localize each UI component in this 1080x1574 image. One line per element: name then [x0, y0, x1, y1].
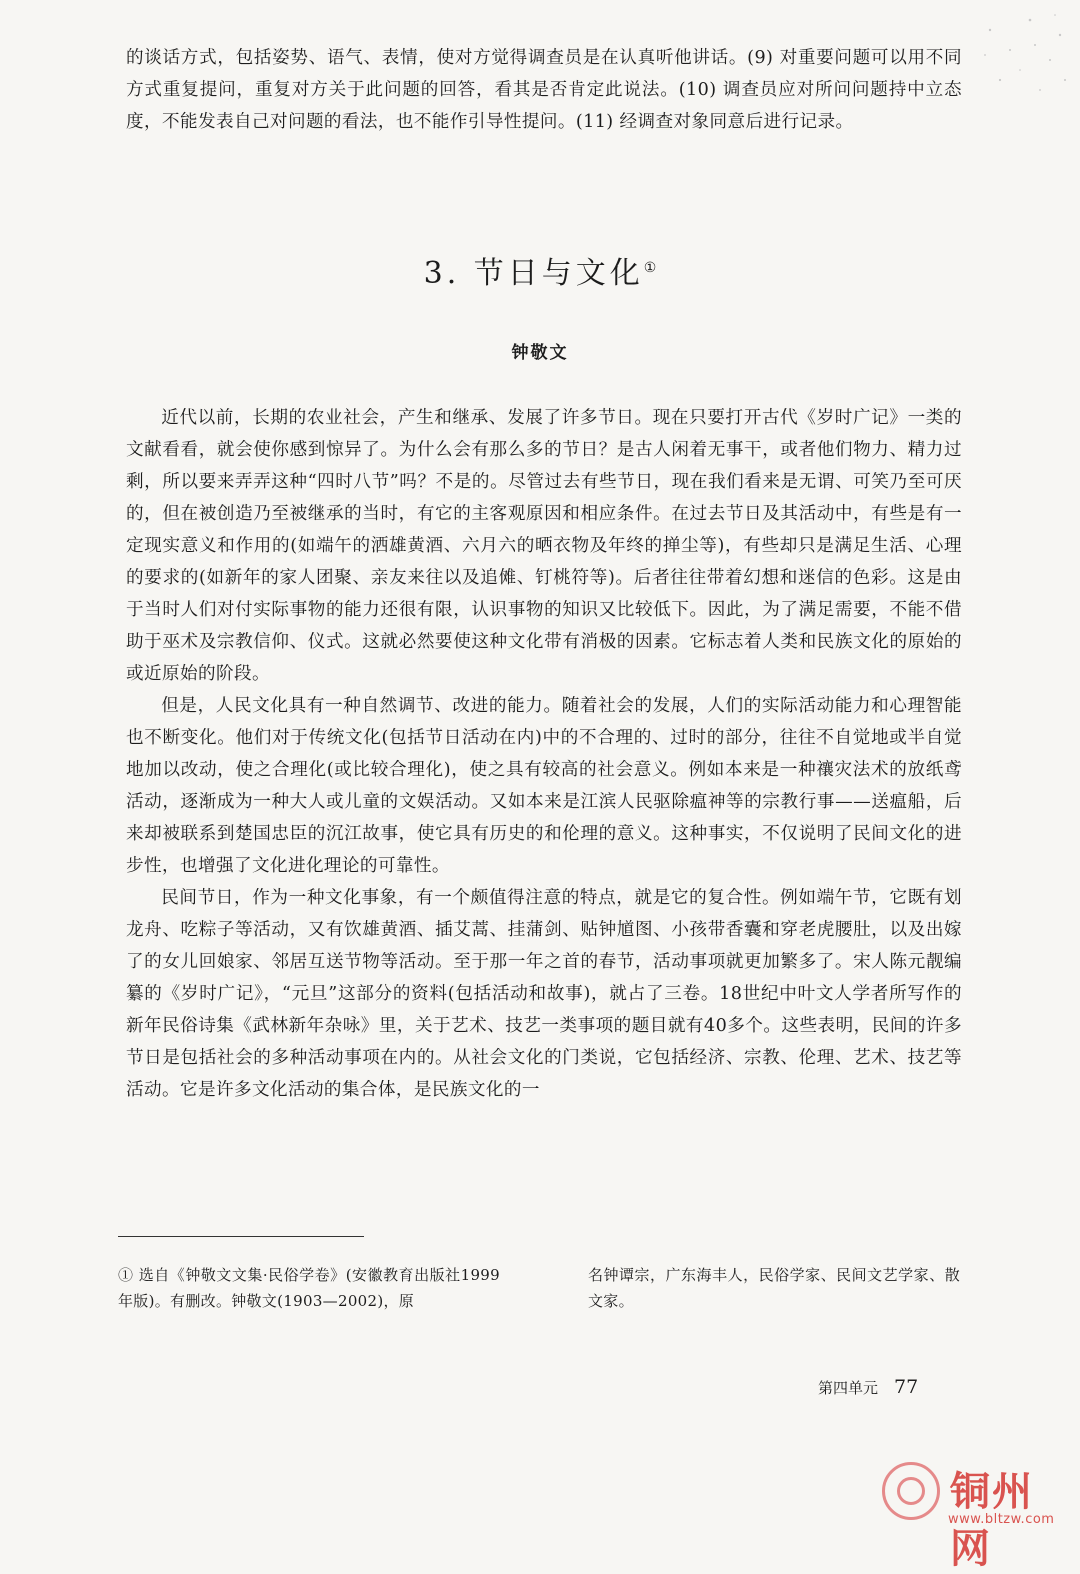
body-paragraph-1: 近代以前，长期的农业社会，产生和继承、发展了许多节日。现在只要打开古代《岁时广记》一类的文献看看，就会使你感到惊异了。为什么会有那么多的节日？是古人闲着无事干，或者他们物力、精力过剩，所以要来弄弄这种“四时八节”吗？不是的。尽管过去有些节日，现在我们看来是无谓、可笑乃至可厌的，但在被创造乃至被继承的当时，有它的主客观原因和相应条件。在过去节日及其活动中，有些是有一定现实意义和作用的(如端午的洒雄黄酒、六月六的晒衣物及年终的掸尘等)，有些却只是满足生活、心理的要求的(如新年的家人团聚、亲友来往以及追傩、钉桃符等)。后者往往带着幻想和迷信的色彩。这是由于当时人们对付实际事物的能力还很有限，认识事物的知识又比较低下。因此，为了满足需要，不能不借助于巫术及宗教信仰、仪式。这就必然要使这种文化带有消极的因素。它标志着人类和民族文化的原始的或近原始的阶段。 [126, 408, 962, 684]
footnote-left-column: ① 选自《钟敬文文集·民俗学卷》(安徽教育出版社1999年版)。有删改。钟敬文(1903—2002)，原 [118, 1266, 500, 1310]
footnote-divider [118, 1236, 364, 1237]
body-paragraph-3: 民间节日，作为一种文化事象，有一个颇值得注意的特点，就是它的复合性。例如端午节，它既有划龙舟、吃粽子等活动，又有饮雄黄酒、插艾蒿、挂蒲剑、贴钟馗图、小孩带香囊和穿老虎腰肚，以及出嫁了的女儿回娘家、邻居互送节物等活动。至于那一年之首的春节，活动事项就更加繁多了。宋人陈元靓编纂的《岁时广记》，“元旦”这部分的资料(包括活动和故事)，就占了三卷。18世纪中叶文人学者所写作的新年民俗诗集《武林新年杂咏》里，关于艺术、技艺一类事项的题目就有40多个。这些表明，民间的许多节日是包括社会的多种活动事项在内的。从社会文化的门类说，它包括经济、宗教、伦理、艺术、技艺等活动。它是许多文化活动的集合体，是民族文化的一 [126, 888, 962, 1100]
lesson-title-text: 3. 节日与文化 [423, 256, 644, 291]
continued-paragraph: 的谈话方式，包括姿势、语气、表情，使对方觉得调查员是在认真听他讲话。(9) 对重要问题可以用不同方式重复提问，重复对方关于此问题的回答，看其是否肯定此说法。(10) 调查员应对所问问题持中立态度，不能发表自己对问题的看法，也不能作引导性提问。(11) 经调查对象同意后进行记录。 [126, 48, 962, 132]
body-text [126, 402, 962, 1106]
unit-label: 第四单元 [818, 1379, 879, 1397]
page-footer [818, 1376, 918, 1398]
watermark-url: www.bltzw.com [948, 1512, 1055, 1527]
scan-noise [970, 0, 1080, 120]
body-paragraph-2: 但是，人民文化具有一种自然调节、改进的能力。随着社会的发展，人们的实际活动能力和心理智能也不断变化。他们对于传统文化(包括节日活动在内)中的不合理的、过时的部分，往往不自觉地或半自觉地加以改动，使之合理化(或比较合理化)，使之具有较高的社会意义。例如本来是一种禳灾法术的放纸鸢活动，逐渐成为一种大人或儿童的文娱活动。又如本来是江滨人民驱除瘟神等的宗教行事——送瘟船，后来却被联系到楚国忠臣的沉江故事，使它具有历史的和伦理的意义。这种事实，不仅说明了民间文化的进步性，也增强了文化进化理论的可靠性。 [126, 696, 962, 876]
watermark-site-name: 铜州网 [950, 1468, 1034, 1572]
footnote-right-column: 名钟谭宗，广东海丰人，民俗学家、民间文艺学家、散文家。 [588, 1266, 960, 1310]
footnote-marker: ① [643, 260, 657, 276]
site-watermark [878, 1458, 1068, 1572]
author-name: 钟敬文 [511, 343, 569, 363]
lesson-title [0, 248, 1080, 292]
watermark-seal-icon [882, 1462, 940, 1520]
page-number: 77 [894, 1376, 919, 1398]
